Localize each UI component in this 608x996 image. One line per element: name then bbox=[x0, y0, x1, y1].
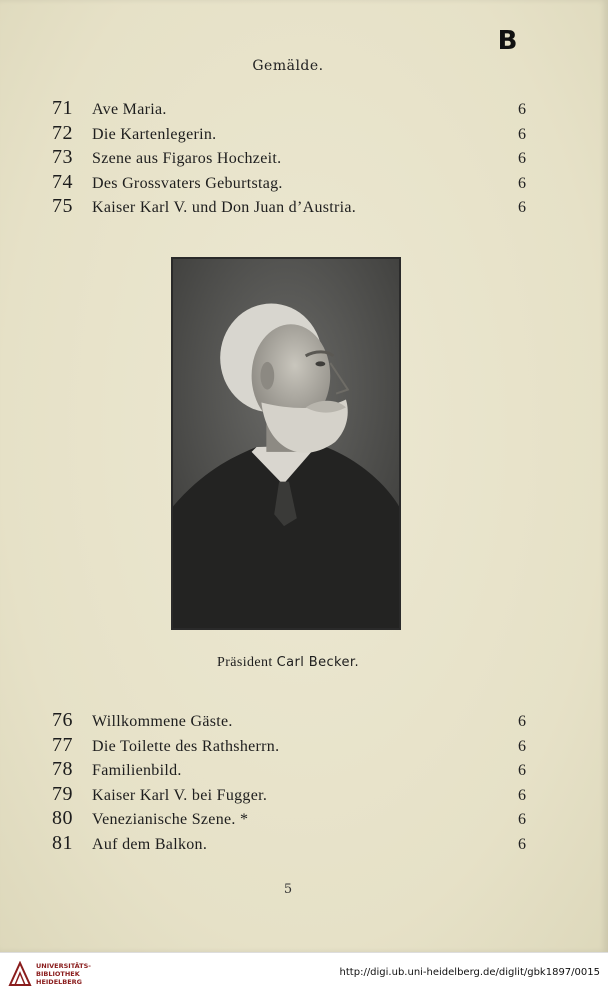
entry-count: 6 bbox=[518, 737, 526, 755]
entry-count: 6 bbox=[518, 811, 526, 828]
library-name-line: HEIDELBERG bbox=[36, 978, 83, 986]
library-name-line: BIBLIOTHEK bbox=[36, 970, 80, 978]
catalog-entry bbox=[52, 783, 526, 808]
entry-number: 72 bbox=[52, 121, 73, 144]
entry-number: 71 bbox=[52, 97, 73, 119]
entry-count: 6 bbox=[518, 786, 526, 804]
entry-number: 76 bbox=[52, 709, 73, 731]
catalog-entry bbox=[52, 734, 526, 759]
caption-name: Carl Becker. bbox=[276, 655, 359, 670]
catalog-entry bbox=[52, 758, 526, 783]
catalog-list-top bbox=[52, 97, 526, 220]
catalog-list-bottom bbox=[52, 709, 526, 856]
entry-number: 73 bbox=[52, 146, 73, 168]
catalog-entry bbox=[52, 122, 526, 147]
entry-number: 75 bbox=[52, 195, 73, 217]
catalog-entry bbox=[52, 97, 526, 122]
page-number: 5 bbox=[283, 882, 293, 897]
entry-title: Venezianische Szene. * bbox=[92, 811, 249, 828]
entry-number: 80 bbox=[52, 807, 73, 829]
portrait-drawing bbox=[173, 259, 399, 628]
entry-count: 6 bbox=[518, 125, 526, 143]
entry-number: 79 bbox=[52, 782, 73, 805]
catalog-entry bbox=[52, 832, 526, 857]
catalog-entry bbox=[52, 709, 526, 734]
library-name-line: UNIVERSITÄTS- bbox=[36, 962, 91, 970]
entry-title: Auf dem Balkon. bbox=[92, 835, 208, 853]
entry-title: Familienbild. bbox=[92, 762, 182, 779]
entry-number: 77 bbox=[52, 733, 73, 756]
catalog-entry bbox=[52, 807, 526, 832]
entry-count: 6 bbox=[518, 762, 526, 779]
catalog-entry bbox=[52, 146, 526, 171]
entry-title: Ave Maria. bbox=[92, 101, 167, 118]
entry-title: Kaiser Karl V. bei Fugger. bbox=[92, 786, 268, 804]
permalink-url[interactable]: http://digi.ub.uni-heidelberg.de/diglit/gbk1897/0015 bbox=[339, 967, 600, 978]
entry-title: Kaiser Karl V. und Don Juan d’Austria. bbox=[92, 199, 357, 216]
entry-count: 6 bbox=[518, 713, 526, 730]
entry-title: Die Toilette des Rathsherrn. bbox=[92, 737, 280, 755]
entry-title: Des Grossvaters Geburtstag. bbox=[92, 174, 283, 192]
library-name bbox=[36, 962, 91, 986]
catalog-entry bbox=[52, 171, 526, 196]
entry-count: 6 bbox=[518, 835, 526, 853]
entry-title: Die Kartenlegerin. bbox=[92, 125, 217, 143]
entry-title: Szene aus Figaros Hochzeit. bbox=[92, 150, 282, 167]
portrait-photo bbox=[171, 257, 401, 630]
page-heading: Gemälde. bbox=[252, 58, 324, 74]
entry-title: Willkommene Gäste. bbox=[92, 713, 233, 730]
footer-bar bbox=[0, 952, 608, 996]
library-logo-icon bbox=[8, 961, 32, 987]
catalog-entry bbox=[52, 195, 526, 220]
entry-count: 6 bbox=[518, 199, 526, 216]
entry-count: 6 bbox=[518, 174, 526, 192]
entry-number: 78 bbox=[52, 758, 73, 780]
entry-count: 6 bbox=[518, 150, 526, 167]
entry-count: 6 bbox=[518, 101, 526, 118]
caption-prefix: Präsident bbox=[217, 655, 273, 670]
entry-number: 81 bbox=[52, 831, 73, 854]
entry-number: 74 bbox=[52, 170, 73, 193]
corner-mark: B bbox=[497, 26, 517, 56]
portrait-caption bbox=[0, 655, 576, 671]
